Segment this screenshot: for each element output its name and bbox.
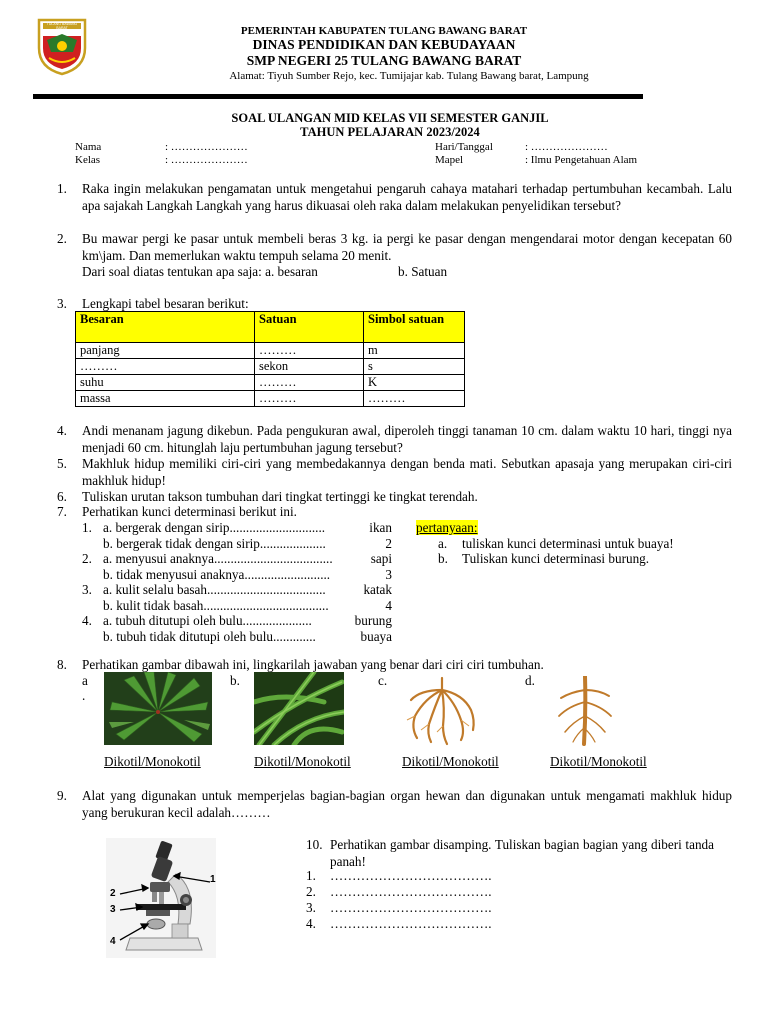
key-number: 3.	[82, 582, 92, 597]
table-cell[interactable]: ………	[255, 343, 364, 359]
table-cell: s	[364, 359, 465, 375]
q1-number: 1.	[57, 181, 67, 196]
key-number: 2.	[82, 551, 92, 566]
key-a-result: ikan	[369, 520, 392, 535]
q4-text: Andi menanam jagung dikebun. Pada pengukuran awal, diperoleh tinggi tanaman 10 cm. dalam waktu 10 hari, tinggi nya menjadi 60 cm. hitunglah laju pertumbuhan jagung tersebut?	[82, 423, 732, 455]
table-cell[interactable]: ………	[364, 391, 465, 407]
mapel-label: Mapel	[435, 154, 464, 166]
choice-d[interactable]: Dikotil/Monokotil	[550, 754, 647, 769]
q5-number: 5.	[57, 456, 67, 471]
q4-number: 4.	[57, 423, 67, 438]
table-cell: sekon	[255, 359, 364, 375]
key-number: 4.	[82, 613, 92, 628]
q10-answers	[306, 868, 606, 932]
q9-text: Alat yang digunakan untuk memperjelas bagian-bagian organ hewan dan digunakan untuk mengamati makhluk hidup yang berukuran kecil adalah………	[82, 788, 732, 820]
q7-number: 7.	[57, 504, 67, 519]
header-school: SMP NEGERI 25 TULANG BAWANG BARAT	[246, 53, 522, 68]
table-header: Besaran	[76, 312, 255, 343]
question-b-label: b.	[438, 551, 448, 566]
image-label-c: c.	[378, 673, 388, 688]
besaran-table	[75, 311, 465, 407]
table-cell: suhu	[76, 375, 255, 391]
mapel-value: : Ilmu Pengetahuan Alam	[525, 154, 638, 166]
micro-label-1: 1	[210, 874, 216, 885]
table-cell: K	[364, 375, 465, 391]
grass-leaf-image	[254, 672, 344, 745]
q5-text: Makhluk hidup memiliki ciri-ciri yang membedakannya dengan benda mati. Sebutkan apasaja yang merupakan ciri-ciri makhluk hidup!	[82, 456, 732, 488]
table-header: Satuan	[255, 312, 364, 343]
table-cell[interactable]: ………	[255, 375, 364, 391]
image-label-b: b.	[230, 673, 240, 688]
key-a-result: sapi	[370, 551, 392, 566]
header-address: Alamat: Tiyuh Sumber Rejo, kec. Tumijajar kab. Tulang Bawang barat, Lampung	[229, 70, 589, 82]
nama-field[interactable]: : …………………	[165, 141, 248, 153]
key-b-result: buaya	[360, 628, 392, 644]
kelas-field[interactable]: : …………………	[165, 154, 248, 166]
header-government: PEMERINTAH KABUPATEN TULANG BAWANG BARAT	[240, 25, 528, 37]
hari-field[interactable]: : …………………	[525, 141, 608, 153]
table-cell: m	[364, 343, 465, 359]
cassava-leaf-image	[104, 672, 212, 745]
key-a: a. kulit selalu basah....................................	[103, 582, 326, 597]
question-a: tuliskan kunci determinasi untuk buaya!	[462, 535, 674, 551]
table-cell: panjang	[76, 343, 255, 359]
q2-number: 2.	[57, 231, 67, 246]
micro-label-4: 4	[110, 936, 116, 947]
q2-sub-a: Dari soal diatas tentukan apa saja: a. besaran	[82, 264, 318, 279]
table-row	[76, 359, 465, 375]
choice-c[interactable]: Dikotil/Monokotil	[402, 754, 499, 769]
key-b-result: 3	[385, 566, 392, 582]
image-label-a: a	[82, 673, 88, 688]
key-a: a. tubuh ditutupi oleh bulu.....................	[103, 613, 312, 628]
q8-number: 8.	[57, 657, 67, 672]
answer-line[interactable]: 2. ……………………………….	[306, 884, 492, 899]
choice-a[interactable]: Dikotil/Monokotil	[104, 754, 201, 769]
key-b: b. tubuh tidak ditutupi oleh bulu.............	[103, 628, 316, 644]
answer-line[interactable]: 4. ……………………………….	[306, 916, 492, 931]
key-a: a. bergerak dengan sirip.............................	[103, 520, 326, 535]
key-b-result: 2	[385, 535, 392, 551]
question-a-label: a.	[438, 535, 448, 551]
q10-text: Perhatikan gambar disamping. Tuliskan bagian bagian yang diberi tanda panah!	[330, 837, 714, 869]
kelas-label: Kelas	[75, 154, 101, 166]
header-department: DINAS PENDIDIKAN DAN KEBUDAYAAN	[252, 37, 516, 52]
determination-key	[82, 520, 402, 645]
exam-year: TAHUN PELAJARAN 2023/2024	[300, 125, 480, 139]
key-a-result: burung	[354, 613, 392, 628]
table-cell: massa	[76, 391, 255, 407]
key-a-result: katak	[363, 582, 392, 597]
hari-label: Hari/Tanggal	[435, 141, 493, 153]
q10-number: 10.	[306, 837, 323, 852]
key-b: b. kulit tidak basah......................................	[103, 597, 329, 613]
table-cell[interactable]: ………	[255, 391, 364, 407]
q2-text: Bu mawar pergi ke pasar untuk membeli beras 3 kg. ia pergi ke pasar dengan mengendarai motor dengan kecepatan 60 km\jam. Dan memerlukan waktu tempuh selama 20 menit.	[82, 231, 732, 263]
table-cell[interactable]: ………	[76, 359, 255, 375]
logo-text: TULANG BAWANG BARAT	[46, 22, 78, 30]
microscope-image	[106, 838, 216, 958]
q2-sub-b: b. Satuan	[398, 264, 448, 279]
q6-number: 6.	[57, 489, 67, 504]
q3-number: 3.	[57, 296, 67, 311]
identity-block	[75, 141, 675, 171]
key-number: 1.	[82, 520, 92, 535]
header-divider	[33, 94, 643, 99]
fibrous-root-image	[405, 676, 480, 746]
answer-line[interactable]: 3. ……………………………….	[306, 900, 492, 915]
q6-text: Tuliskan urutan takson tumbuhan dari tingkat tertinggi ke tingkat terendah.	[82, 489, 478, 504]
q7-text: Perhatikan kunci determinasi berikut ini.	[82, 504, 297, 519]
key-b: b. tidak menyusui anaknya..........................	[103, 566, 331, 582]
q7-questions	[416, 520, 698, 567]
table-row	[76, 343, 465, 359]
image-label-d: d.	[525, 673, 535, 688]
table-row	[76, 375, 465, 391]
micro-label-2: 2	[110, 888, 116, 899]
question-b: Tuliskan kunci determinasi burung.	[462, 551, 650, 566]
micro-label-3: 3	[110, 904, 116, 915]
key-a: a. menyusui anaknya....................................	[103, 551, 333, 566]
answer-line[interactable]: 1. ……………………………….	[306, 868, 492, 883]
pertanyaan-label: pertanyaan:	[416, 520, 478, 535]
exam-title: SOAL ULANGAN MID KELAS VII SEMESTER GANJIL	[231, 111, 549, 125]
table-header: Simbol satuan	[364, 312, 465, 343]
q8-text: Perhatikan gambar dibawah ini, lingkarilah jawaban yang benar dari ciri ciri tumbuhan.	[82, 657, 544, 672]
image-label-dot: .	[82, 688, 86, 703]
table-row	[76, 391, 465, 407]
nama-label: Nama	[75, 141, 102, 153]
q1-text: Raka ingin melakukan pengamatan untuk mengetahui pengaruh cahaya matahari terhadap pertumbuhan kecambah. Lalu apa sajakah Langkah Langkah yang harus dikuasai oleh raka dalam melakukan penyelidikan tersebut?	[82, 181, 732, 213]
choice-b[interactable]: Dikotil/Monokotil	[254, 754, 351, 769]
key-b-result: 4	[385, 597, 392, 613]
taproot-image	[553, 676, 618, 746]
key-b: b. bergerak tidak dengan sirip....................	[103, 535, 326, 551]
q3-text: Lengkapi tabel besaran berikut:	[82, 296, 249, 311]
q9-number: 9.	[57, 788, 67, 803]
